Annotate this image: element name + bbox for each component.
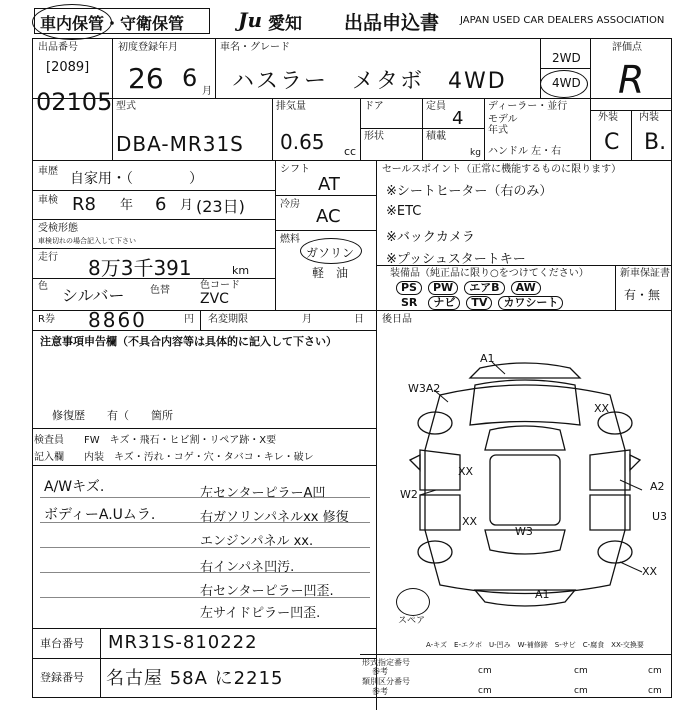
shift-value: AT [318,174,340,195]
displacement-label: 排気量 [276,101,306,112]
mark-right-xx: XX [594,402,610,415]
rule-regno [32,658,376,659]
lot-number: 02105 [36,88,113,116]
chassis-label: 車台番号 [40,637,84,650]
mark-left-u3: W2 [400,488,418,501]
reference-label-2: 参考 [372,687,388,696]
storage-circle [32,4,112,40]
rule-recycle-split [200,310,201,330]
grade-score: R [618,58,645,102]
front-bumper [470,363,580,378]
door-label: ドア [364,101,384,112]
cm-unit-5: cm [574,686,588,696]
selling-point-1: ※シートヒーター（右のみ） [386,184,553,199]
mileage-value: 8万3千391 [88,256,192,280]
right-door-rear [590,495,630,530]
model-year-label: モデル 年式 [488,114,518,136]
exterior-label: 外装 [598,112,618,123]
body-outline [425,385,625,594]
capacity-value: 4 [452,108,464,129]
shaken-month: 6 [155,194,167,215]
selling-point-3: ※バックカメラ [386,230,475,245]
note-line-3: 左センターピラーA凹 [200,486,326,501]
name-change-day: 日 [354,314,364,325]
fw-row: FW キズ・飛石・ヒビ割・リペア跡・X要 [84,435,277,446]
rule-note-b [40,522,370,523]
note-line-7: 右センターピラー凹歪. [200,584,334,599]
mark-leader-5 [620,562,642,572]
rule-shift [276,195,376,196]
equipment-tv: TV [466,296,492,310]
rule-equip-top [376,265,672,266]
mirror-right [630,455,640,470]
shape-label: 形状 [364,131,384,142]
fuel-diesel: 軽 油 [312,266,349,280]
color-label: 色 [38,281,48,292]
model-name-label: 車名・グレード [220,42,290,53]
history-label: 車歴 [38,166,58,177]
color-change-label: 色替 [150,285,170,296]
first-reg-year: 26 [128,62,164,95]
rule-warranty-left [615,265,616,310]
mirror-left [410,455,420,470]
rule-note-e [40,597,370,598]
name-change-label: 名変期限 [208,314,248,325]
note-line-1: A/Wキズ. [44,479,105,495]
cm-unit-6: cm [648,686,662,696]
format-change-label: 形式指定番号 [362,658,410,667]
shaken-year-suffix: 年 [120,198,134,213]
shaken-day: (23日) [196,197,245,216]
rule-disp-right [360,98,361,160]
dealer-label: ディーラー・並行 [488,101,568,112]
damage-legend: A-キズ E-エクボ U-凹み W-補修跡 S-サビ C-腐食 XX-交換要 [426,641,644,649]
fuel-value: ガソリン [306,246,355,260]
reception-note: 車検切れの場合記入して下さい [38,237,136,245]
rule-cap-right [484,98,485,160]
equipment-aw: AW [511,281,541,295]
displacement-value: 0.65 [280,130,325,154]
recycle-yen: 円 [184,314,194,325]
notes-label: 注意事項申告欄（不具合内容等は具体的に記入して下さい） [40,335,337,348]
association-name: JAPAN USED CAR DEALERS ASSOCIATION [460,15,665,26]
warranty-label: 新車保証書 [620,268,670,279]
mileage-label: 走行 [38,252,58,263]
car-name: ハスラー メタボ 4WD [232,69,507,94]
ju-logo: Ju [238,8,263,32]
color-code-label: 色コード [200,280,240,291]
rule-history [32,190,276,191]
reference-label-1: 参考 [372,667,388,676]
regno-label: 登録番号 [40,671,84,684]
recycle-value: 8860 [88,308,147,332]
right-door-front [590,450,630,490]
equipment-label: 装備品（純正品に限り○をつけてください） [390,268,589,279]
selling-points-label: セールスポイント（正常に機能するものに限ります） [382,164,622,175]
note-line-2: ボディーA.Uムラ. [44,507,156,523]
selling-point-2: ※ETC [386,204,422,219]
fuel-label: 燃料 [280,234,300,245]
kg-unit: kg [470,148,481,158]
rule-shaken [32,219,276,220]
inspector-label: 検査員 [34,435,64,446]
mark-leader-4 [420,490,436,495]
month-suffix: 月 [202,86,212,97]
fuel-circle [300,238,362,264]
rule-door-mid [360,128,484,129]
aircon-value: AC [316,206,341,227]
mark-right-a2: U3 [652,510,668,523]
note-line-5: エンジンパネル xx. [200,534,314,549]
rule-reception [32,248,276,249]
handle-label: ハンドル 左・右 [488,146,562,157]
load-label: 積載 [426,131,446,142]
equipment-row-1 [396,281,541,295]
mark-roof-xx3: W3 [515,525,533,538]
rule-chassis [32,628,376,629]
cc-unit: cc [344,145,357,158]
reception-label: 受検形態 [38,223,78,234]
roof [490,455,560,525]
rule-grade-left [590,38,591,160]
mark-front-a1: A1 [480,352,495,365]
rule-row2 [32,160,672,161]
shaken-label: 車検 [38,195,58,206]
rule-inspector [32,465,376,466]
rule-2wd [540,68,590,69]
model-type-label: 型式 [116,101,136,112]
spare-label: スペア [398,616,426,626]
4wd-circle [540,70,588,98]
rule-type-right [272,98,273,160]
rule-note-d [40,572,370,573]
recycle-label: R券 [38,314,55,325]
storage-title: 車内保管・守衛保管 [40,14,185,33]
wheel-rear-left [418,541,452,563]
rule-aircon [276,230,376,231]
rule-right-col [376,160,377,710]
rule-ext-int [631,110,632,160]
note-line-6: 右インパネ凹汚. [200,560,295,575]
left-door-rear [420,495,460,530]
mark-right-w3: A2 [650,480,665,493]
mark-roof-xx1: XX [458,465,474,478]
equipment-airbag: エアB [464,281,504,295]
after-market-label: 後日品 [382,314,412,325]
first-reg-label: 初度登録年月 [118,42,178,53]
class-no-label: 類別区分番号 [362,677,410,686]
entry-col-label: 記入欄 [34,452,64,463]
mark-leader-2 [434,390,448,402]
equipment-leather-seat: カワシート [498,296,563,310]
cm-unit-2: cm [574,666,588,676]
history-value: 自家用・（ ） [70,171,203,187]
rule-row1 [32,98,672,99]
registration-number: 名古屋 58A に2215 [106,668,284,689]
wheel-rear-right [598,541,632,563]
equipment-sr: SR [401,296,418,309]
rule-bottom-right [360,654,672,655]
grade-point-label: 評価点 [612,42,642,53]
interior-row: 内装 キズ・汚れ・コゲ・穴・タバコ・キレ・破レ [84,452,314,463]
ju-logo-region: 愛知 [268,14,302,34]
color-code-value: ZVC [200,291,229,307]
equipment-ps: PS [396,281,422,295]
equipment-row-2 [396,296,563,310]
mark-right-w2: XX [642,565,658,578]
rule-notes-bottom [32,428,376,429]
note-line-8: 左サイドピラー凹歪. [200,606,321,621]
km-unit: km [232,264,250,277]
equipment-pw: PW [428,281,458,295]
windshield [485,426,565,450]
rule-recycle [32,330,376,331]
note-line-4: 右ガソリンパネルxx 修復 [200,510,349,525]
name-change-month: 月 [302,314,312,325]
interior-label: 内装 [639,112,659,123]
warranty-options: 有・無 [624,288,661,302]
mark-roof-xx2: XX [462,515,478,528]
selling-point-4: ※プッシュスタートキー [386,252,526,267]
lot-bracket: [2089] [46,60,90,75]
cm-unit-4: cm [478,686,492,696]
mark-rear-xx: A1 [535,588,550,601]
mark-left-w3a2: W3A2 [408,382,441,395]
capacity-label: 定員 [426,101,446,112]
aircon-label: 冷房 [280,199,300,210]
lot-no-label: 出品番号 [38,42,78,53]
shift-label: シフト [280,164,310,175]
shaken-month-suffix: 月 [180,198,194,213]
model-code: DBA-MR31S [116,132,244,156]
cm-unit-1: cm [478,666,492,676]
chassis-number: MR31S-810222 [108,632,258,653]
cm-unit-3: cm [648,666,662,676]
interior-grade: B. [644,130,667,155]
2wd-label: 2WD [552,51,581,65]
mark-leader-3 [620,480,642,490]
rule-door-right [422,98,423,160]
car-diagram [380,340,670,615]
4wd-label: 4WD [552,76,581,90]
left-door-front [420,450,460,490]
first-reg-month: 6 [182,64,198,92]
shaken-era: R8 [72,194,96,215]
rule-reg-right [215,38,216,98]
rule-chassis-label [100,628,101,698]
rule-note-a [40,497,370,498]
color-value: シルバー [62,286,125,305]
rule-left-col [275,160,276,310]
repair-history-label: 修復歴 有（ 箇所 [52,409,173,422]
equipment-navi: ナビ [428,296,460,310]
rule-note-c [40,547,370,548]
form-title: 出品申込書 [344,12,440,34]
exterior-grade: C [604,130,620,155]
